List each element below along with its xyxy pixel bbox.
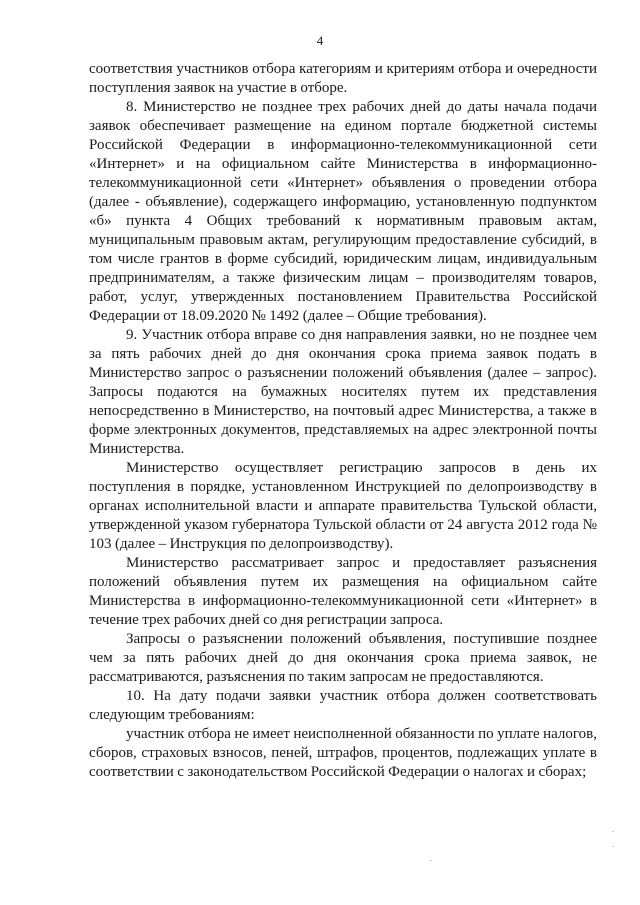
paragraph-late-requests: Запросы о разъяснении положений объявления, поступившие позднее чем за пять рабочих дней до дня окончания срока приема заявок, не рассматриваются, разъяснения по таким запросам не предоставляются. [89,631,597,685]
paragraph-registration: Министерство осуществляет регистрацию запросов в день их поступления в порядке, установленном Инструкцией по делопроизводству в органах исполнительной власти и аппарате правительства Тульской области, утвержденной указом губернатора Тульской области от 24 августа 2012 года № 103 (далее – Инструкция по делопроизводству). [89,460,597,552]
document-body [89,60,597,782]
paragraph-requirement-taxes: участник отбора не имеет неисполненной обязанности по уплате налогов, сборов, страховых взносов, пеней, штрафов, процентов, подлежащих уплате в соответствии с законодательством Российской Федерации о налогах и сборах; [89,726,597,780]
scan-speck [430,860,432,861]
paragraph-clarification: Министерство рассматривает запрос и предоставляет разъяснения положений объявления путем их размещения на официальном сайте Министерства в информационно-телекоммуникационной сети «Интернет» в течение трех рабочих дней со дня регистрации запроса. [89,555,597,628]
paragraph-item-8: 8. Министерство не позднее трех рабочих дней до даты начала подачи заявок обеспечивает размещение на едином портале бюджетной системы Российской Федерации в информационно-телекоммуникационной сети «Интернет» и на официальном сайте Министерства в информационно-телекоммуникационной сети «Интернет» объявления о проведении отбора (далее - объявление), содержащего информацию, установленную подпунктом «б» пункта 4 Общих требований к нормативным правовым актам, муниципальным правовым актам, регулирующим предоставление субсидий, в том числе грантов в форме субсидий, юридическим лицам, индивидуальным предпринимателям, а также физическим лицам – производителям товаров, работ, услуг, утвержденных постановлением Правительства Российской Федерации от 18.09.2020 № 1492 (далее – Общие требования). [89,99,597,324]
paragraph-continuation: соответствия участников отбора категориям и критериям отбора и очередности поступления заявок на участие в отборе. [89,61,597,96]
paragraph-item-10: 10. На дату подачи заявки участник отбора должен соответствовать следующим требованиям: [89,688,597,723]
page-number: 4 [316,33,324,48]
scan-speck [612,846,614,847]
scan-speck [612,831,614,832]
paragraph-item-9: 9. Участник отбора вправе со дня направления заявки, но не позднее чем за пять рабочих дней до дня окончания срока приема заявок подать в Министерство запрос о разъяснении положений объявления (далее – запрос). Запросы подаются на бумажных носителях путем их представления непосредственно в Министерство, на почтовый адрес Министерства, а также в форме электронных документов, представляемых на адрес электронной почты Министерства. [89,327,597,457]
